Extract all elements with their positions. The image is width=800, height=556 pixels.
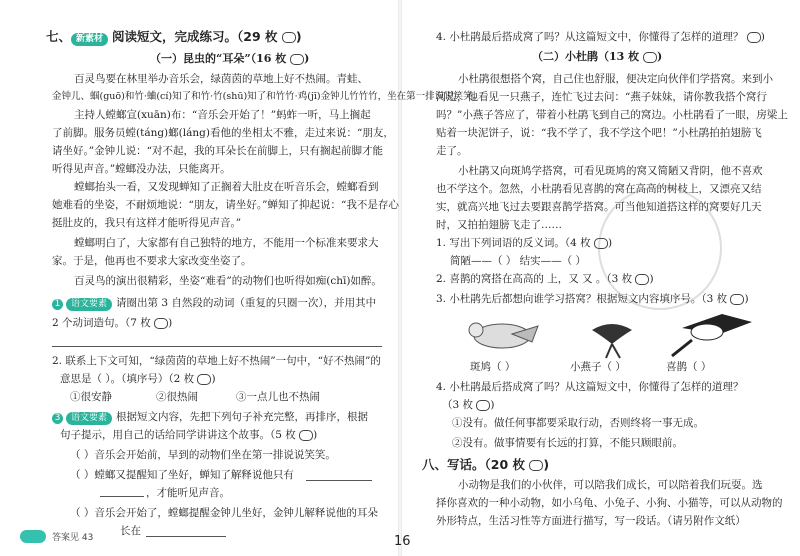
paragraph-line: 主持人螳螂宣(xuān)布：“音乐会开始了！”蚂蚱一听，马上搁起 [74,109,371,121]
paragraph-line: 贴着一块泥饼子，说：“我不学了，我不学这个吧！”小杜鹃拍拍翅膀飞 [436,127,762,139]
question-4-points-text: （3 枚 [442,399,474,411]
paragraph-line: 百灵鸟的演出很精彩，坐姿“难看”的动物们也听得如痴(chī)如醉。 [74,275,382,287]
subsection-title-text: （二）小杜鹃（13 枚 [532,50,640,63]
footer-answer-ref: 答案见 43 [52,533,94,543]
question-number-1: 1 [52,299,63,310]
paragraph-line: 时，又拍拍翅膀飞走了…… [436,219,562,231]
coin-icon [299,430,313,441]
writing-section-heading-text: 八、写话。（20 枚 [422,457,525,472]
coin-icon [282,32,296,43]
subsection-title: （二）小杜鹃（13 枚 ) [532,50,663,63]
question-2-points: 意思是（ ）。（填序号）（2 枚 [60,373,195,385]
question-4: 4. 小杜鹃最后搭成窝了吗？从这篇短文中，你懂得了怎样的道理？ ) [436,31,765,43]
option-2[interactable]: ②很热闹 [156,391,198,403]
paragraph-line: 百灵鸟要在林里举办音乐会，绿茵茵的草地上好不热闹。青蛙、 [74,73,368,85]
language-element-badge: 语文要素 [66,298,112,311]
fill-blank[interactable] [146,536,226,537]
fill-blank[interactable] [100,496,144,497]
paragraph-line: 请坐好。”金钟儿说：“对不起，我的耳朵长在前脚上，只有搁起前脚才能 [52,145,383,157]
question-2: 2. 联系上下文可知，“绿茵茵的草地上好不热闹”一句中，“好不热闹”的 [52,355,381,367]
section-heading: 七、 新素材 阅读短文，完成练习。（29 枚 ) [46,29,302,44]
question-1-text: 请圈出第 3 自然段的动词（重复的只圈一次），并用其中 [116,297,377,309]
footer-tab [20,530,46,543]
question-1: 1. 写出下列词语的反义词。（4 枚 ) [436,237,613,249]
coin-icon [643,52,657,63]
question-3-text: 3. 小杜鹃先后都想向谁学习搭窝？根据短文内容填序号。（3 枚 [436,293,728,305]
question-3-cont: 句子提示，用自己的话给同学讲讲这个故事。（5 枚 ) [60,429,318,441]
question-3-points: 句子提示，用自己的话给同学讲讲这个故事。（5 枚 [60,429,296,441]
bird-illustrations [462,300,762,360]
bird-label-swallow[interactable]: 小燕子（ ） [570,361,626,373]
question-4-points: （3 枚 ) [442,399,495,411]
bird-label-dove[interactable]: 斑鸠（ ） [470,361,516,373]
coin-icon [476,400,490,411]
question-4-text: 4. 小杜鹃最后搭成窝了吗？从这篇短文中，你懂得了怎样的道理？ [436,31,744,43]
coin-icon [154,318,168,329]
paragraph-line: 吗？”小燕子答应了，带着小杜鹃飞到自己的窝边。小杜鹃看了一眼，房梁上 [436,109,788,121]
sort-item-b-cont: ，才能听见声音。 [146,487,230,499]
paragraph-line: 螳螂明白了，大家都有自己独特的地方，不能用一个标准来要求大 [74,237,379,249]
paragraph-line: 小杜鹃很想搭个窝，自己住也舒服，便决定向伙伴们学搭窝。来到小 [458,73,773,85]
sort-item-b[interactable]: （ ）螳螂又提醒知了坐好，蝉知了解释说他只有 [70,469,294,481]
sort-item-c[interactable]: （ ）音乐会开始了，螳螂提醒金钟儿坐好，金钟儿解释说他的耳朵 [70,507,378,519]
question-1-text: 1. 写出下列词语的反义词。（4 枚 [436,237,591,249]
sort-item-c-cont: 长在 [120,525,141,537]
watermark-stamp [598,186,722,310]
question-3-text: 根据短文内容，先把下列句子补充完整，再排序，根据 [116,411,369,423]
question-2-text: 2. 喜鹊的窝搭在高高的 上，又 又 。（3 枚 [436,273,633,285]
section-number: 七、 [46,29,72,44]
subsection-title: （一）昆虫的“耳朵”（16 枚 ) [150,52,310,65]
new-material-badge: 新素材 [71,33,108,46]
coin-icon [747,32,761,43]
coin-icon [529,460,543,471]
swallow-illustration [592,324,632,358]
sort-item-a[interactable]: （ ）音乐会开始前，早到的动物们坐在第一排说说笑笑。 [70,449,336,461]
paragraph-line: 螳螂抬头一看，又发现蝉知了正搁着大肚皮在听音乐会，螳螂看到 [74,181,379,193]
question-1-points: 2 个动词造句。（7 枚 [52,317,151,329]
coin-icon [197,374,211,385]
paragraph-line: 实，就高兴地飞过去要跟喜鹊学搭窝。可当他知道搭这样的窝要好几天 [436,201,762,213]
question-number-3: 3 [52,413,63,424]
option-1[interactable]: ①很安静 [70,391,112,403]
question-1-cont: 2 个动词造句。（7 枚 ) [52,317,173,329]
language-element-badge: 语文要素 [66,412,112,425]
bird-label-magpie[interactable]: 喜鹊（ ） [666,361,712,373]
page-number: 16 [394,534,411,549]
paragraph-line: 了前脚。服务员螳(táng)螂(láng)看他的坐相太不雅，走过来说：“朋友， [52,127,394,139]
option-3[interactable]: ③一点儿也不热闹 [236,391,320,403]
question-2-cont: 意思是（ ）。（填序号）（2 枚 ) [60,373,216,385]
paragraph-line: 河边，他看见一只燕子，连忙飞过去问：“燕子妹妹，请你教我搭个窝行 [436,91,767,103]
paragraph-line: 家。于是，他再也不要求大家改变坐姿了。 [52,255,252,267]
writing-prompt-line: 小动物是我们的小伙伴，可以陪我们成长，可以陪着我们玩耍。选 [458,479,763,491]
section-heading-text: 阅读短文，完成练习。（29 枚 [112,29,278,44]
paragraph-line: 挺肚皮的，我只有这样才能听得见声音。” [52,217,242,229]
paragraph-line: 金钟儿、蝈(guō)和竹·蛐(cí)知了和竹·竹(shū)知了和竹竹·鸡(jī)金钟儿竹竹竹，坐在第一排说说笑笑。 [52,91,483,102]
writing-prompt-line: 外形特点，生活习性等方面进行描写，写一段话。（请另附作文纸） [436,515,746,527]
paragraph-line: 走了。 [436,145,468,157]
writing-section-heading: 八、写话。（20 枚 ) [422,457,550,472]
paragraph-line: 小杜鹃又向斑鸠学搭窝，可看见斑鸠的窝又简陋又背阴，他不喜欢 [458,165,763,177]
antonym-words[interactable]: 简陋——（ ） 结实——（ ） [450,255,587,267]
magpie-illustration [672,314,752,356]
right-page [402,0,800,556]
paragraph-line: 她难看的坐姿，不耐烦地说：“朋友，请坐好。”蝉知了抑起说：“我不是存心 [52,199,399,211]
dove-illustration [469,323,538,348]
option-1[interactable]: ①没有。做任何事都要采取行动，否则终将一事无成。 [452,417,704,429]
fill-blank[interactable] [306,480,372,481]
option-2[interactable]: ②没有。做事情要有长远的打算，不能只顾眼前。 [452,437,683,449]
question-3: 3. 小杜鹃先后都想向谁学习搭窝？根据短文内容填序号。（3 枚 ) [436,293,749,305]
question-3 [52,410,368,425]
subsection-title-text: （一）昆虫的“耳朵”（16 枚 [150,52,287,65]
question-1 [52,296,376,311]
coin-icon [290,54,304,65]
answer-line[interactable] [52,346,382,347]
question-2: 2. 喜鹊的窝搭在高高的 上，又 又 。（3 枚 ) [436,273,654,285]
paragraph-line: 听得见声音。”螳螂没办法，只能离开。 [52,163,231,175]
writing-prompt-line: 择你喜欢的一种小动物，如小乌龟、小兔子、小狗、小猫等，可以从动物的 [436,497,783,509]
question-4: 4. 小杜鹃最后搭成窝了吗？从这篇短文中，你懂得了怎样的道理？ [436,381,744,393]
paragraph-line: 也不学这个。忽然，小杜鹃看见喜鹊的窝在高高的树枝上，又漂亮又结 [436,183,762,195]
